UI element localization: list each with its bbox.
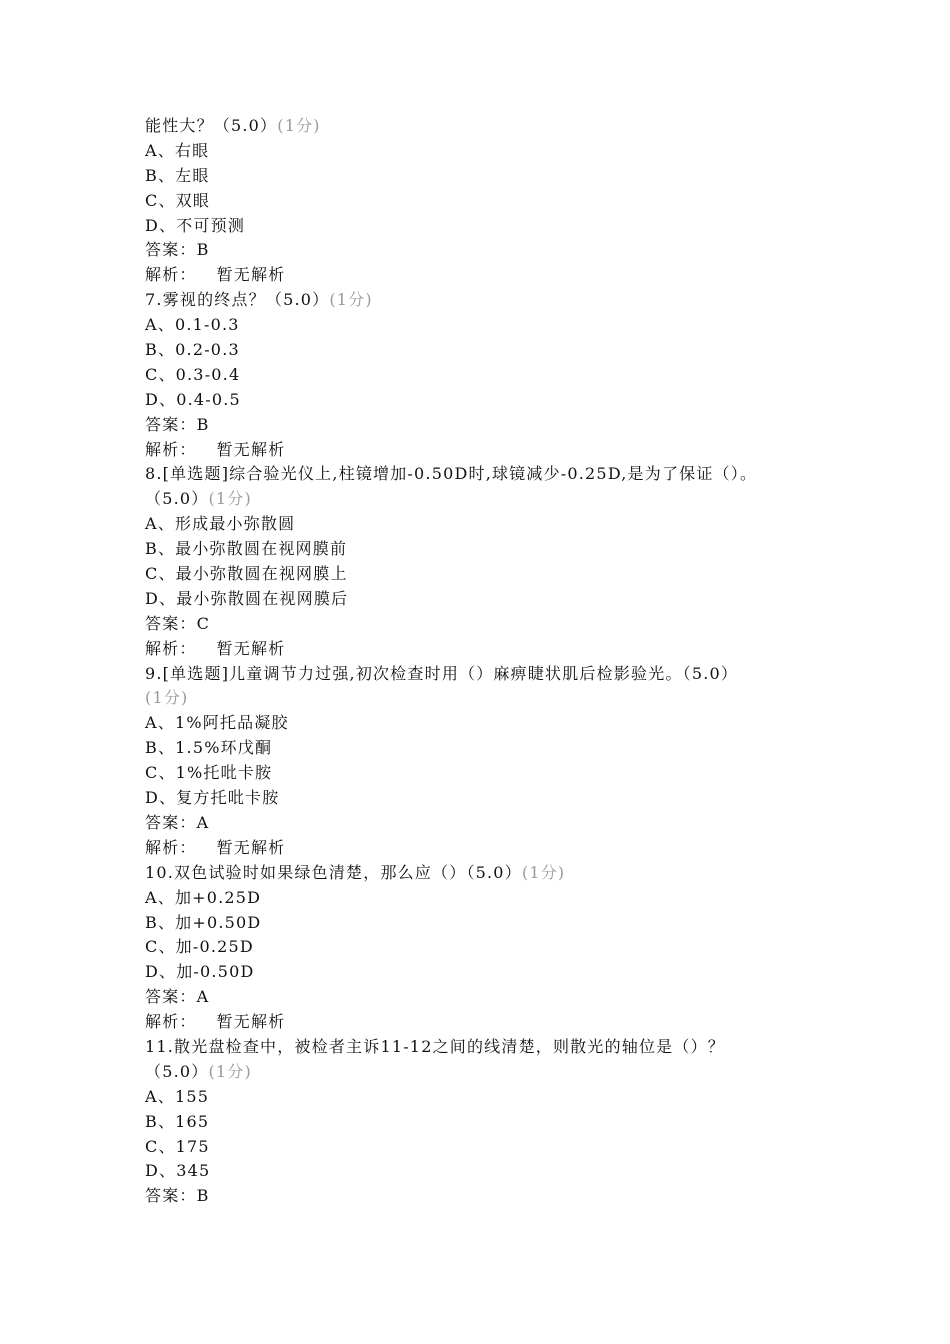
q7-option-d: D、0.4-0.5: [145, 389, 241, 409]
q8-analysis-label: 解析：: [145, 638, 197, 658]
q8-analysis-text: 暂无解析: [216, 638, 286, 658]
q10-analysis: [145, 1010, 845, 1035]
document-page: [145, 114, 845, 1209]
q7-analysis-label: 解析：: [145, 439, 197, 459]
q6-stem-tail: [145, 114, 845, 139]
q10-option-d: D、加-0.50D: [145, 962, 255, 982]
q6-option-b: B、左眼: [145, 165, 210, 185]
q10-analysis-text: 暂无解析: [216, 1012, 286, 1032]
q8-answer: 答案：C: [145, 613, 211, 633]
q7-analysis: [145, 438, 845, 463]
q6-option-c: C、双眼: [145, 190, 211, 210]
q7-analysis-text: 暂无解析: [216, 439, 286, 459]
q8-analysis: [145, 637, 845, 662]
q9-stem: 9.[单选题]儿童调节力过强,初次检查时用（）麻痹睫状肌后检影验光。（5.0）: [145, 663, 739, 683]
q6-score: (1分): [277, 116, 321, 135]
q7-option-b: B、0.2-0.3: [145, 340, 240, 360]
q7-stem-text: 7.雾视的终点？（5.0）: [145, 290, 330, 310]
q6-option-d: D、不可预测: [145, 215, 246, 235]
q10-analysis-label: 解析：: [145, 1012, 197, 1032]
q9-answer: 答案：A: [145, 812, 210, 832]
q10-stem: [145, 861, 845, 886]
q10-score: (1分): [521, 862, 566, 882]
q7-score: (1分): [329, 290, 373, 310]
q9-analysis-label: 解析：: [145, 837, 197, 857]
q8-stem-text: （5.0）: [145, 489, 209, 509]
q10-option-a: A、加+0.25D: [145, 887, 262, 907]
q11-option-d: D、345: [145, 1161, 211, 1181]
q7-answer: 答案：B: [145, 414, 210, 434]
q8-option-d: D、最小弥散圆在视网膜后: [145, 588, 349, 608]
q9-option-c: C、1%托吡卡胺: [145, 763, 273, 783]
q10-stem-text: 10.双色试验时如果绿色清楚，那么应（）（5.0）: [145, 862, 522, 882]
q6-analysis: [145, 263, 845, 288]
q10-answer: 答案：A: [145, 987, 210, 1007]
q6-analysis-label: 解析：: [145, 265, 197, 285]
q8-stem-cont: [145, 487, 845, 512]
q8-score: (1分): [208, 489, 252, 509]
q8-option-b: B、最小弥散圆在视网膜前: [145, 539, 348, 559]
q11-score: (1分): [208, 1061, 252, 1081]
q6-option-a: A、右眼: [145, 140, 210, 160]
q11-option-c: C、175: [145, 1136, 210, 1156]
q8-option-c: C、最小弥散圆在视网膜上: [145, 564, 348, 584]
q11-option-b: B、165: [145, 1111, 210, 1131]
q9-score: (1分): [145, 688, 189, 708]
q11-answer: 答案：B: [145, 1186, 210, 1206]
q7-stem: [145, 288, 845, 313]
q6-analysis-text: 暂无解析: [216, 265, 286, 285]
q6-stem-text: 能性大？（5.0）: [145, 116, 278, 135]
q10-option-b: B、加+0.50D: [145, 912, 262, 932]
q11-stem-text: （5.0）: [145, 1061, 209, 1081]
q6-answer: 答案：B: [145, 240, 210, 260]
q7-option-c: C、0.3-0.4: [145, 364, 241, 384]
q9-analysis: [145, 836, 845, 861]
q9-option-a: A、1%阿托品凝胶: [145, 713, 289, 733]
q11-stem-cont: [145, 1060, 845, 1085]
q9-analysis-text: 暂无解析: [216, 837, 286, 857]
q11-option-a: A、155: [145, 1086, 210, 1106]
q9-option-d: D、复方托吡卡胺: [145, 788, 280, 808]
q8-stem: 8.[单选题]综合验光仪上,柱镜增加-0.50D时,球镜减少-0.25D,是为了保证（）。: [145, 464, 758, 484]
q8-option-a: A、形成最小弥散圆: [145, 514, 296, 534]
q7-option-a: A、0.1-0.3: [145, 315, 240, 335]
q10-option-c: C、加-0.25D: [145, 937, 254, 957]
q9-option-b: B、1.5%环戊酮: [145, 738, 273, 758]
q11-stem: 11.散光盘检查中，被检者主诉11-12之间的线清楚，则散光的轴位是（）？: [145, 1036, 725, 1056]
